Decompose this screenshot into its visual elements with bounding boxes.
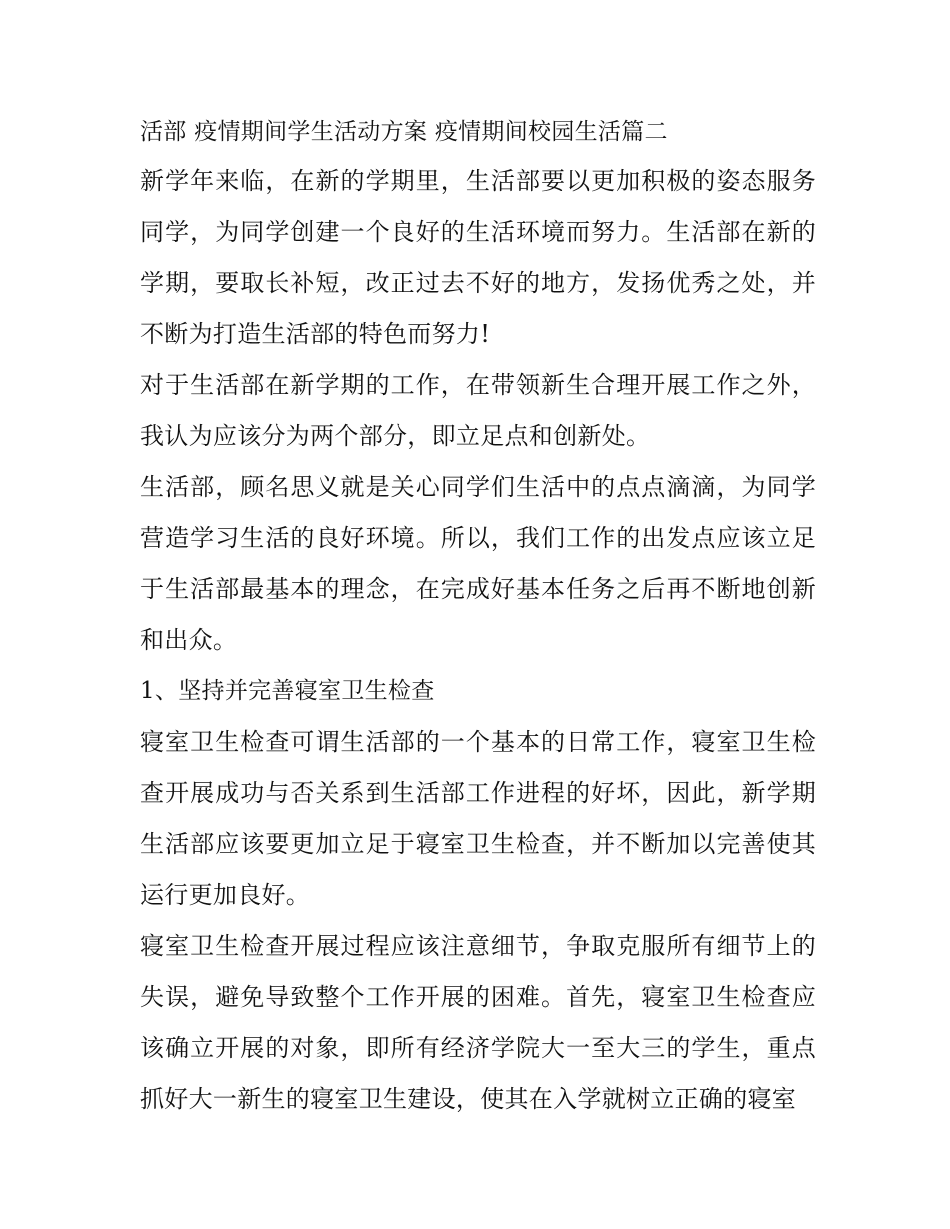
paragraph: 对于生活部在新学期的工作，在带领新生合理开展工作之外，我认为应该分为两个部分，即立足点和创新处。 bbox=[140, 371, 816, 450]
document-title: 活部 疫情期间学生活动方案 疫情期间校园生活篇二 bbox=[140, 119, 668, 145]
paragraph: 寝室卫生检查可谓生活部的一个基本的日常工作，寝室卫生检查开展成功与否关系到生活部工作进程的好坏，因此，新学期生活部应该要更加立足于寝室卫生检查，并不断加以完善使其运行更加良好。 bbox=[140, 728, 816, 909]
section-heading: 1、坚持并完善寝室卫生检查 bbox=[140, 678, 435, 704]
paragraph: 新学年来临，在新的学期里，生活部要以更加积极的姿态服务同学，为同学创建一个良好的生活环境而努力。生活部在新的学期，要取长补短，改正过去不好的地方，发扬优秀之处，并不断为打造生活部的特色而努力! bbox=[140, 167, 816, 348]
document-body bbox=[140, 110, 816, 1125]
paragraph: 生活部，顾名思义就是关心同学们生活中的点点滴滴，为同学营造学习生活的良好环境。所以，我们工作的出发点应该立足于生活部最基本的理念，在完成好基本任务之后再不断地创新和出众。 bbox=[140, 473, 816, 654]
paragraph: 寝室卫生检查开展过程应该注意细节，争取克服所有细节上的失误，避免导致整个工作开展的困难。首先，寝室卫生检查应该确立开展的对象，即所有经济学院大一至大三的学生，重点抓好大一新生的寝室卫生建设，使其在入学就树立正确的寝室 bbox=[140, 932, 816, 1113]
